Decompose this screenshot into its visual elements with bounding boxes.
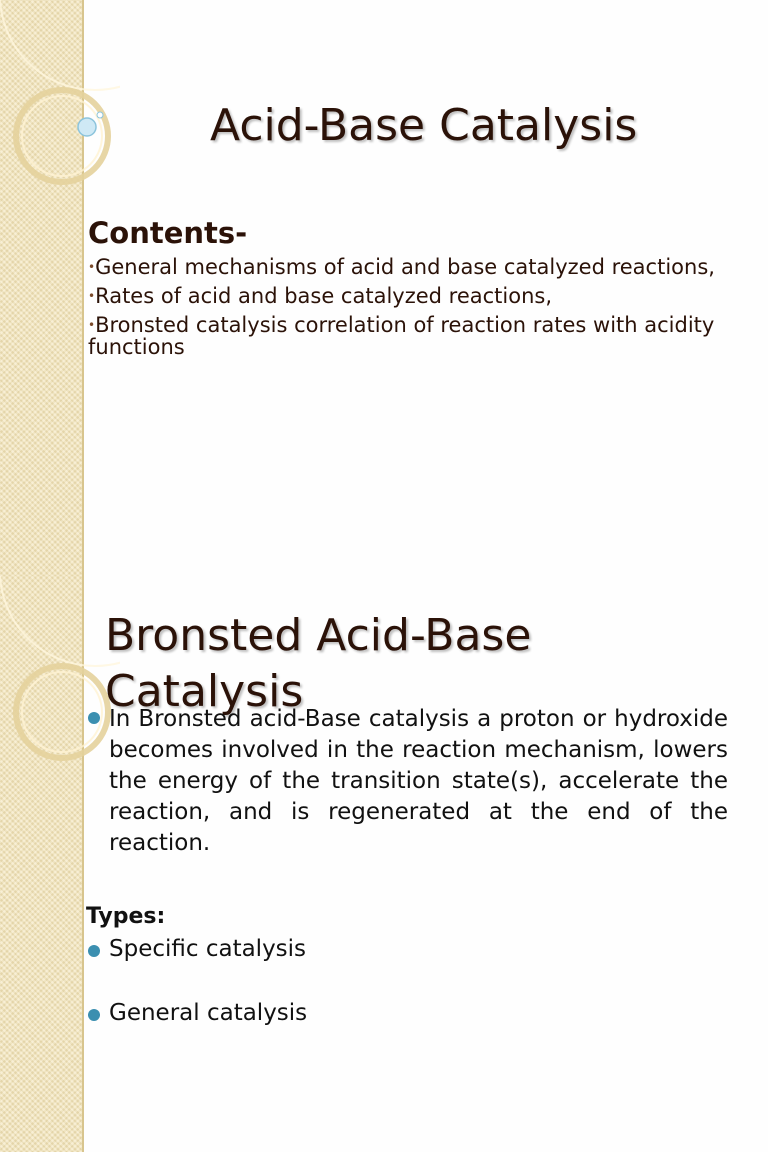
bullet-icon: •	[88, 318, 96, 332]
bullet-icon	[88, 1009, 100, 1021]
slide-2	[0, 576, 768, 1152]
body-paragraph	[88, 704, 728, 859]
types-list	[88, 936, 728, 1064]
contents-list	[88, 256, 728, 365]
slide-title: Acid-Base Catalysis	[210, 100, 638, 151]
list-item: •General mechanisms of acid and base catalyzed reactions,	[88, 255, 715, 279]
list-item: •Rates of acid and base catalyzed reactions,	[88, 284, 553, 308]
bullet-icon	[88, 712, 100, 724]
decorative-rings-icon	[0, 0, 120, 200]
types-heading: Types:	[86, 904, 166, 929]
list-item: Specific catalysis	[88, 936, 728, 1000]
list-item: General catalysis	[88, 1000, 728, 1064]
bullet-icon: •	[88, 289, 96, 303]
slide-title: Bronsted Acid-Base Catalysis	[105, 610, 532, 717]
paragraph-text: In Bronsted acid-Base catalysis a proton or hydroxide becomes involved in the reaction mechanism, lowers the energy of the transition state(s), accelerate the reaction, and is regenerated at the end of the reaction.	[109, 706, 728, 856]
bullet-icon	[88, 945, 100, 957]
contents-heading: Contents-	[88, 216, 248, 250]
list-item: •Bronsted catalysis correlation of reaction rates with acidity functions	[88, 313, 715, 359]
bullet-icon: •	[88, 260, 96, 274]
